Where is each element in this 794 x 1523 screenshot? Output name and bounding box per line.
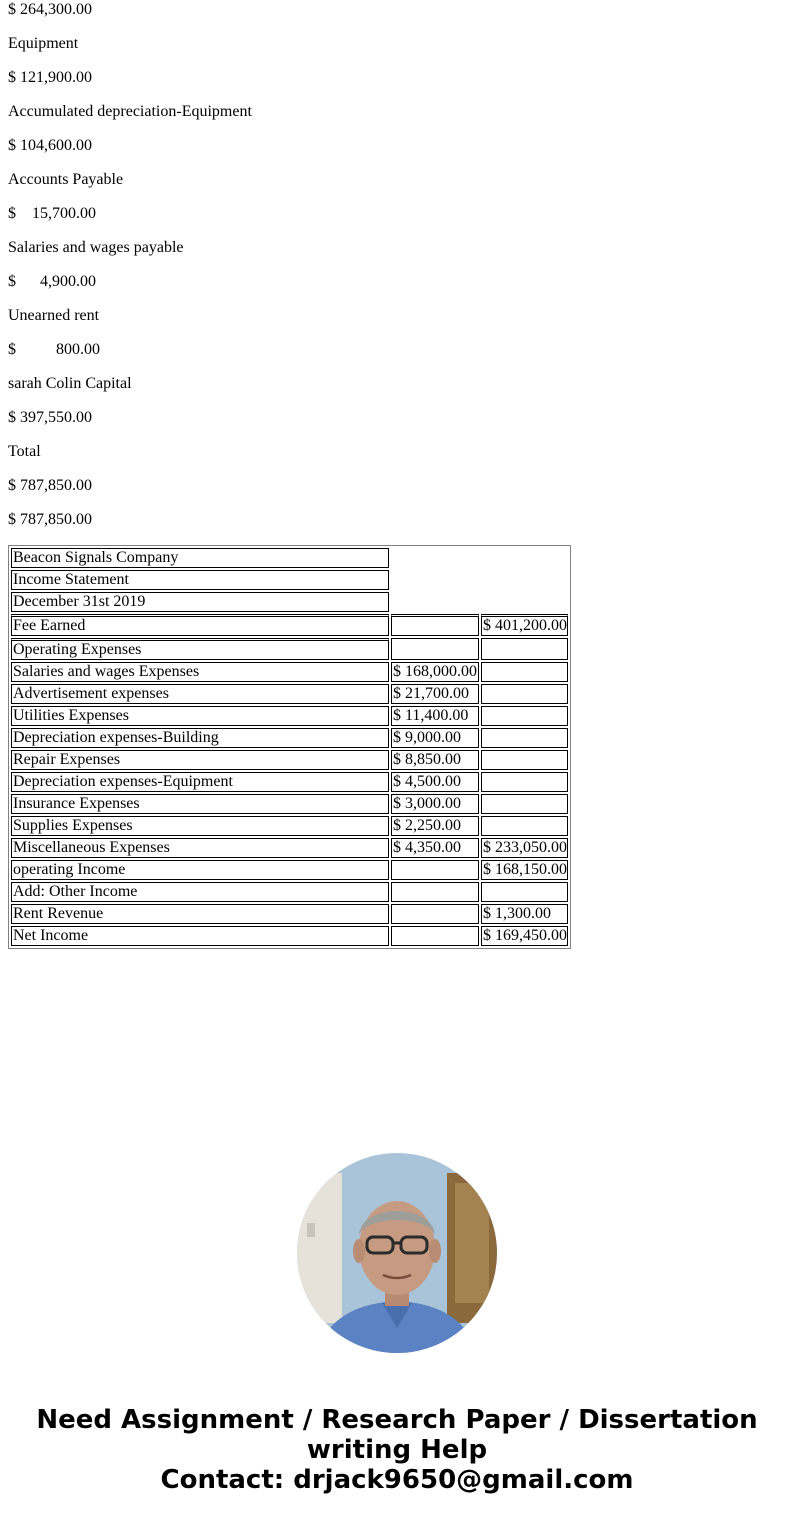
row-amount: $ 11,400.00 [391, 706, 479, 726]
table-row [11, 548, 568, 568]
row-total [481, 728, 568, 748]
row-total [481, 750, 568, 770]
statement-date: December 31st 2019 [11, 592, 389, 612]
table-row [11, 706, 568, 726]
cta-contact: Contact: drjack9650@gmail.com [160, 1465, 634, 1495]
balance-line: Salaries and wages payable [8, 239, 184, 256]
row-amount [391, 860, 479, 880]
row-label: Repair Expenses [11, 750, 389, 770]
table-row [11, 860, 568, 880]
table-row [11, 904, 568, 924]
row-label: Rent Revenue [11, 904, 389, 924]
row-amount: $ 8,850.00 [391, 750, 479, 770]
contact-banner [0, 1405, 794, 1495]
balance-line: $ 121,900.00 [8, 69, 92, 86]
balance-line: $ 800.00 [8, 341, 100, 358]
row-amount [391, 614, 479, 636]
row-amount: $ 4,350.00 [391, 838, 479, 858]
balance-line: Total [8, 443, 41, 460]
row-label: Add: Other Income [11, 882, 389, 902]
row-label: Operating Expenses [11, 638, 389, 660]
balance-line: sarah Colin Capital [8, 375, 132, 392]
table-row [11, 794, 568, 814]
balance-line: Accumulated depreciation-Equipment [8, 103, 252, 120]
row-label: Depreciation expenses-Equipment [11, 772, 389, 792]
table-row [11, 772, 568, 792]
row-label: Advertisement expenses [11, 684, 389, 704]
row-total: $ 169,450.00 [483, 927, 567, 944]
table-row [11, 838, 568, 858]
table-row [11, 684, 568, 704]
cta-line: Need Assignment / Research Paper / Dissertation [36, 1405, 758, 1435]
balance-line: $ 397,550.00 [8, 409, 92, 426]
table-row [11, 816, 568, 836]
company-name: Beacon Signals Company [11, 548, 389, 568]
row-total [481, 816, 568, 836]
author-portrait-icon [297, 1153, 497, 1353]
row-label: operating Income [11, 860, 389, 880]
row-label: Depreciation expenses-Building [11, 728, 389, 748]
row-amount [391, 638, 479, 660]
row-total [481, 662, 568, 682]
row-total: $ 401,200.00 [481, 614, 568, 636]
row-amount: $ 4,500.00 [391, 772, 479, 792]
row-total: $ 168,150.00 [483, 861, 567, 878]
row-total [481, 684, 568, 704]
table-row [11, 662, 568, 682]
row-amount: $ 3,000.00 [391, 794, 479, 814]
row-total [481, 794, 568, 814]
row-label: Net Income [11, 926, 389, 946]
balance-line: $ 15,700.00 [8, 205, 96, 222]
row-amount: $ 9,000.00 [391, 728, 479, 748]
balance-line: $ 4,900.00 [8, 273, 96, 290]
row-amount [391, 882, 479, 902]
table-row [11, 750, 568, 770]
row-amount: $ 2,250.00 [391, 816, 479, 836]
cta-line: writing Help [306, 1435, 488, 1465]
statement-title: Income Statement [11, 570, 389, 590]
author-avatar [297, 1153, 497, 1353]
table-row [11, 882, 568, 902]
row-label: Salaries and wages Expenses [11, 662, 389, 682]
row-label: Insurance Expenses [11, 794, 389, 814]
table-row [11, 614, 568, 636]
row-amount: $ 168,000.00 [393, 663, 477, 680]
row-total: $ 1,300.00 [481, 904, 568, 924]
balance-line: Equipment [8, 35, 79, 52]
row-label: Miscellaneous Expenses [11, 838, 389, 858]
balance-line: $ 787,850.00 [8, 477, 92, 494]
balance-line: $ 104,600.00 [8, 137, 92, 154]
row-label: Fee Earned [11, 614, 389, 636]
table-row [11, 638, 568, 660]
row-amount [391, 926, 479, 946]
income-statement-table [8, 545, 571, 949]
table-row [11, 728, 568, 748]
row-amount: $ 21,700.00 [391, 684, 479, 704]
table-row [11, 926, 568, 946]
row-total [481, 638, 568, 660]
row-label: Utilities Expenses [11, 706, 389, 726]
balance-line: $ 264,300.00 [8, 1, 92, 18]
row-label: Supplies Expenses [11, 816, 389, 836]
row-total [481, 882, 568, 902]
balance-line: Unearned rent [8, 307, 100, 324]
row-total [481, 772, 568, 792]
row-total [481, 706, 568, 726]
row-amount [391, 904, 479, 924]
balance-line: Accounts Payable [8, 171, 124, 188]
balance-lines [8, 0, 252, 544]
balance-line: $ 787,850.00 [8, 511, 92, 528]
row-total: $ 233,050.00 [483, 839, 567, 856]
